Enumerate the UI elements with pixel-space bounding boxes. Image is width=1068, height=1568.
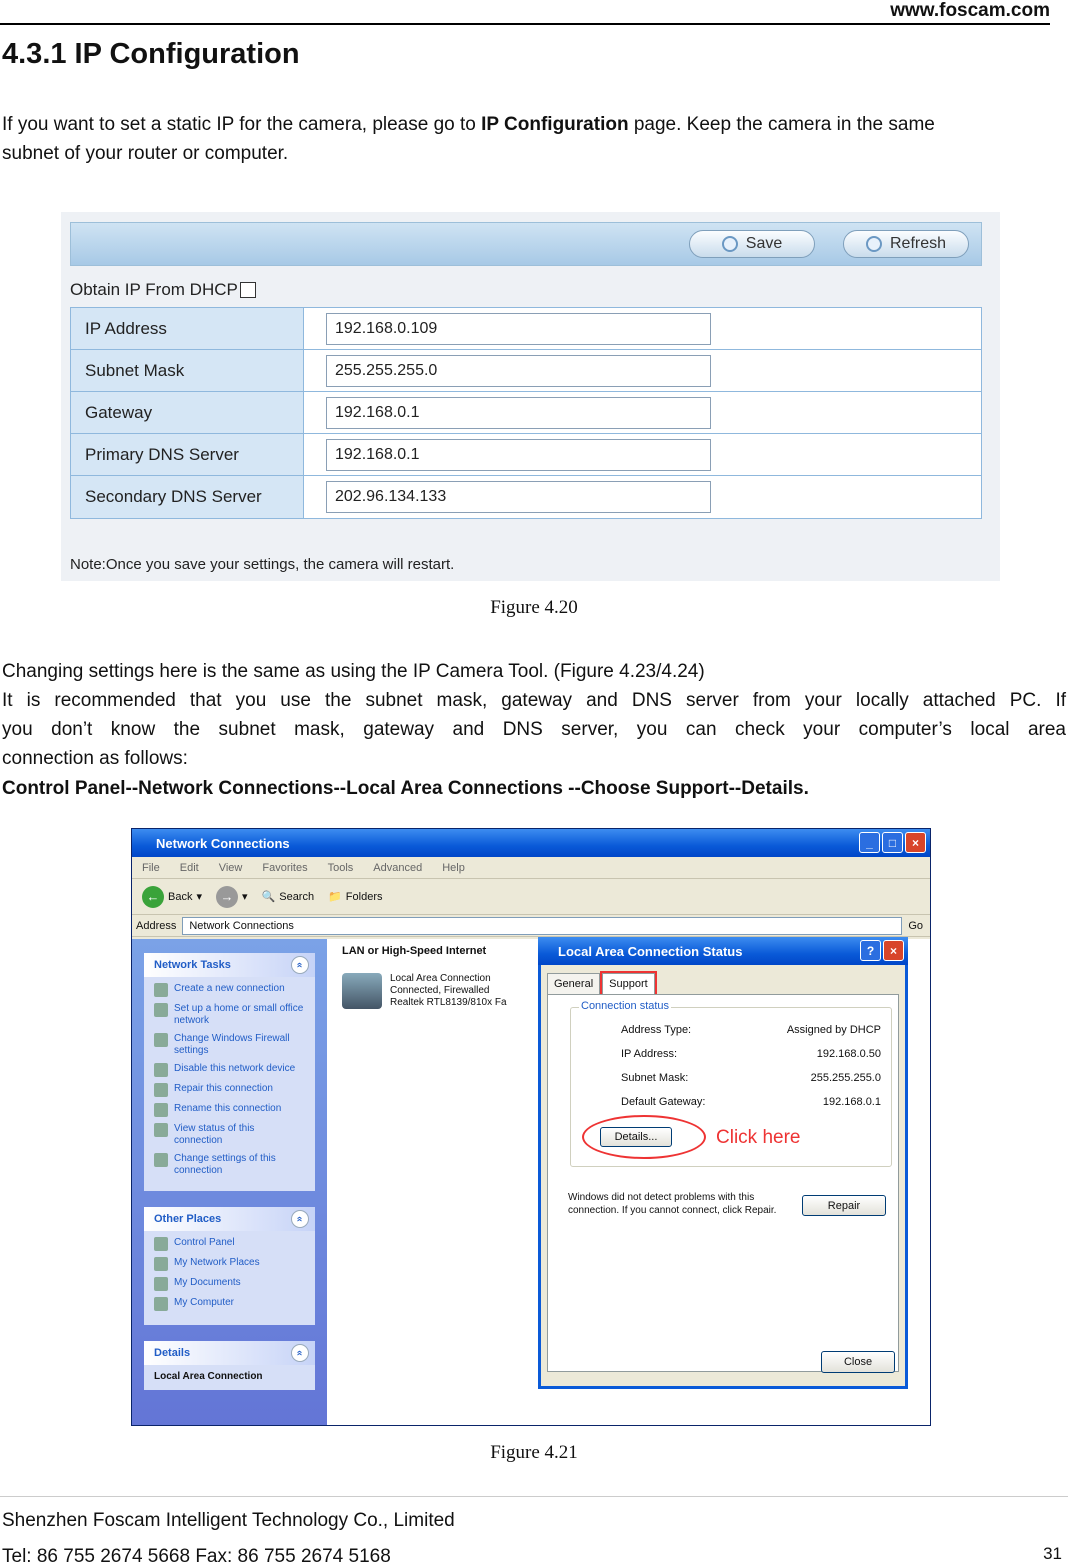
paragraph: Changing settings here is the same as using the IP Camera Tool. (Figure 4.23/4.24) — [2, 661, 705, 682]
section-title: 4.3.1 IP Configuration — [2, 38, 300, 70]
menu-file[interactable]: File — [142, 861, 160, 874]
save-button[interactable]: Save — [689, 230, 815, 258]
table-row: Primary DNS Server 192.168.0.1 — [71, 434, 981, 476]
status-message: Windows did not detect problems with this connection. If you cannot connect, click Repair. — [568, 1192, 777, 1216]
task-link[interactable]: Change Windows Firewall settings — [154, 1033, 305, 1057]
table-row: Secondary DNS Server 202.96.134.133 — [71, 476, 981, 518]
task-link[interactable]: Change settings of this connection — [154, 1153, 305, 1177]
restart-note: Note:Once you save your settings, the camera will restart. — [70, 556, 455, 573]
ip-address-row: IP Address: 192.168.0.50 — [621, 1048, 881, 1060]
minimize-button[interactable]: _ — [859, 832, 880, 853]
connection-status-dialog — [538, 937, 908, 1389]
task-link[interactable]: Create a new connection — [154, 983, 305, 997]
folders-button[interactable]: 📁 Folders — [328, 890, 383, 903]
primary-dns-input[interactable]: 192.168.0.1 — [326, 439, 711, 471]
figure-caption: Figure 4.20 — [490, 597, 578, 618]
forward-button[interactable]: → ▾ — [216, 886, 248, 908]
connections-list: LAN or High-Speed Internet Local Area Connection Connected, Firewalled Realtek RTL8139/810x Fa — [342, 945, 507, 1008]
address-input[interactable]: Network Connections — [182, 917, 902, 935]
company-name: Shenzhen Foscam Intelligent Technology Co., Limited — [2, 1510, 455, 1531]
refresh-button[interactable]: Refresh — [843, 230, 969, 258]
forward-arrow-icon: → — [216, 886, 238, 908]
subnet-mask-row: Subnet Mask: 255.255.255.0 — [621, 1072, 881, 1084]
menu-advanced[interactable]: Advanced — [373, 861, 423, 874]
footer-rule — [0, 1496, 1068, 1497]
network-connections-screenshot — [131, 828, 931, 1426]
folder-icon: 📁 — [328, 891, 342, 903]
repair-button[interactable]: Repair — [802, 1195, 886, 1216]
place-link[interactable]: My Computer — [154, 1297, 305, 1311]
click-here-annotation: Click here — [716, 1127, 801, 1148]
close-icon[interactable]: × — [905, 832, 926, 853]
menu-help[interactable]: Help — [442, 861, 465, 874]
refresh-icon — [866, 236, 882, 252]
refresh-icon — [722, 236, 738, 252]
navigation-path: Control Panel--Network Connections--Local Area Connections --Choose Support--Details. — [2, 778, 809, 799]
figure-caption: Figure 4.21 — [490, 1442, 578, 1463]
task-link[interactable]: Rename this connection — [154, 1103, 305, 1117]
dialog-tabs — [541, 965, 905, 994]
help-icon[interactable]: ? — [860, 940, 881, 961]
search-icon: 🔍 — [261, 891, 276, 903]
tab-support[interactable]: Support — [602, 973, 655, 994]
secondary-dns-input[interactable]: 202.96.134.133 — [326, 481, 711, 513]
gateway-input[interactable]: 192.168.0.1 — [326, 397, 711, 429]
local-area-connection-item[interactable]: Local Area Connection Connected, Firewalled Realtek RTL8139/810x Fa — [342, 973, 507, 1009]
network-tasks-panel: Network Tasks « Create a new connection Set up a home or small office network Change Windows Firewall settings Disable this network device Repair this connection Rename this connection View status of this connection Change settings of this connection — [144, 953, 315, 1191]
search-button[interactable]: 🔍 Search — [261, 890, 315, 903]
task-link[interactable]: Set up a home or small office network — [154, 1003, 305, 1027]
tab-general[interactable]: General — [547, 973, 600, 994]
close-button[interactable]: Close — [821, 1351, 895, 1373]
window-titlebar: Network Connections _ □ × — [132, 829, 930, 857]
details-panel: Details « Local Area Connection — [144, 1341, 315, 1390]
other-places-panel: Other Places « Control Panel My Network Places My Documents My Computer — [144, 1207, 315, 1325]
dialog-titlebar: Local Area Connection Status ? × — [538, 937, 908, 965]
ip-settings-table — [70, 307, 982, 519]
task-link[interactable]: Disable this network device — [154, 1063, 305, 1077]
table-row: Subnet Mask 255.255.255.0 — [71, 350, 981, 392]
close-icon[interactable]: × — [883, 940, 904, 961]
paragraph: connection as follows: — [2, 748, 188, 769]
intro-paragraph: If you want to set a static IP for the camera, please go to IP Configuration page. Keep the camera in the same subnet of your router or computer. — [2, 114, 935, 164]
place-link[interactable]: My Network Places — [154, 1257, 305, 1271]
menu-edit[interactable]: Edit — [179, 861, 199, 874]
connection-status-group: Connection status Address Type: Assigned by DHCP IP Address: 192.168.0.50 Subnet Mask: 255.255.255.0 Default Gateway: 192.168.0.1 — [570, 1007, 892, 1167]
address-type-row: Address Type: Assigned by DHCP — [621, 1024, 881, 1036]
header-rule — [0, 23, 1050, 25]
network-computer-icon — [342, 973, 382, 1009]
ip-config-figure — [61, 212, 1000, 581]
default-gateway-row: Default Gateway: 192.168.0.1 — [621, 1096, 881, 1108]
dhcp-checkbox[interactable] — [240, 282, 256, 298]
ip-address-input[interactable]: 192.168.0.109 — [326, 313, 711, 345]
paragraph: It is recommended that you use the subnet mask, gateway and DNS server from your locally attached PC. If — [2, 690, 1066, 711]
table-row: IP Address 192.168.0.109 — [71, 308, 981, 350]
toolbar — [132, 879, 930, 915]
back-button[interactable]: ← Back ▾ — [142, 886, 202, 908]
menu-favorites[interactable]: Favorites — [262, 861, 308, 874]
table-row: Gateway 192.168.0.1 — [71, 392, 981, 434]
toolbar — [70, 222, 982, 266]
contact-info: Tel: 86 755 2674 5668 Fax: 86 755 2674 5168 — [2, 1546, 391, 1567]
site-url: www.foscam.com — [890, 0, 1050, 21]
dhcp-option: Obtain IP From DHCP — [70, 280, 256, 300]
place-link[interactable]: Control Panel — [154, 1237, 305, 1251]
task-pane — [132, 939, 327, 1426]
go-button[interactable]: Go — [908, 919, 924, 932]
menu-bar — [132, 857, 930, 879]
maximize-button[interactable]: □ — [882, 832, 903, 853]
paragraph: you don’t know the subnet mask, gateway and DNS server, you can check your computer’s local area — [2, 719, 1066, 740]
address-bar: Address Network Connections Go — [132, 915, 930, 937]
details-button[interactable]: Details... — [600, 1127, 672, 1147]
back-arrow-icon: ← — [142, 886, 164, 908]
subnet-mask-input[interactable]: 255.255.255.0 — [326, 355, 711, 387]
support-pane — [547, 994, 899, 1372]
task-link[interactable]: Repair this connection — [154, 1083, 305, 1097]
menu-view[interactable]: View — [218, 861, 243, 874]
menu-tools[interactable]: Tools — [327, 861, 354, 874]
task-link[interactable]: View status of this connection — [154, 1123, 305, 1147]
page-number: 31 — [1043, 1544, 1062, 1563]
place-link[interactable]: My Documents — [154, 1277, 305, 1291]
